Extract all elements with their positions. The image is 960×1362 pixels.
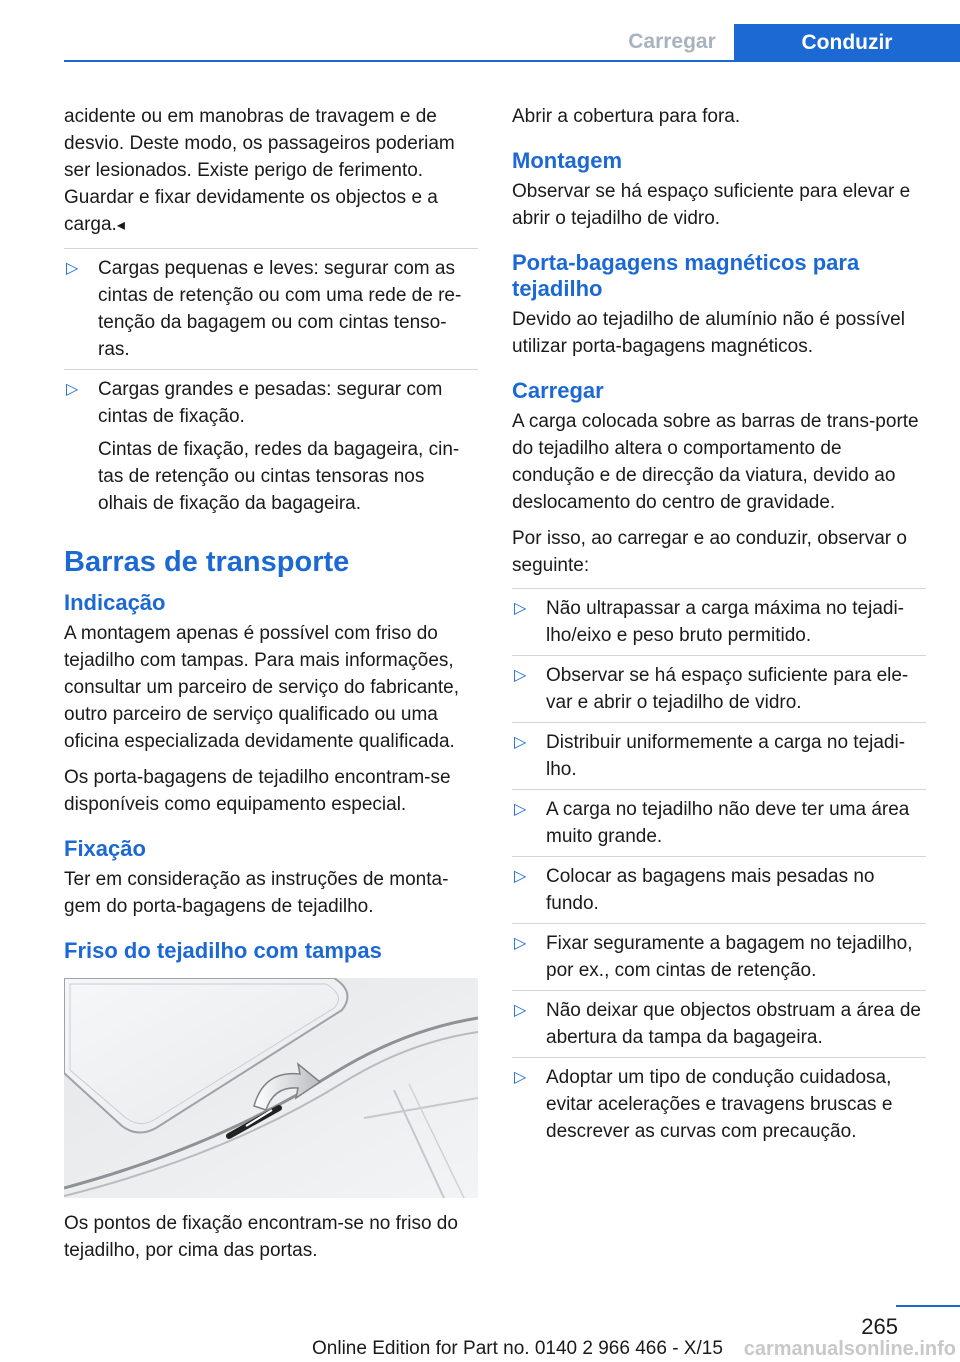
list-item-text: Não ultrapassar a carga máxima no tejadi‐lho/eixo e peso bruto permitido.: [546, 598, 905, 646]
list-item: [512, 655, 926, 716]
end-mark-icon: ◂: [116, 217, 125, 234]
subheading-montagem: Montagem: [512, 148, 622, 173]
list-item: [64, 369, 478, 517]
list-item-text: Distribuir uniformemente a carga no tejadi‐lho.: [546, 732, 906, 780]
left-bullet-list: [64, 248, 478, 517]
triangle-right-icon: ▷: [514, 935, 527, 952]
right-column: [512, 103, 926, 1145]
subheading-magneticos: Porta-bagagens magnéticos para tejadilho: [512, 250, 860, 301]
page-number: 265: [861, 1314, 898, 1339]
open-cover-paragraph: Abrir a cobertura para fora.: [512, 106, 741, 127]
list-item-text: A carga no tejadilho não deve ter uma área muito grande.: [546, 799, 910, 847]
list-item-text: Colocar as bagagens mais pesadas no fundo.: [546, 866, 875, 914]
list-item: [512, 789, 926, 850]
list-item: [512, 990, 926, 1051]
roof-rail-illustration: [64, 978, 478, 1198]
list-item-text: Cargas grandes e pesadas: segurar com cintas de fixação.: [98, 379, 443, 427]
figure-caption: Os pontos de fixação encontram-se no friso do tejadilho, por cima das portas.: [64, 1213, 458, 1261]
list-item-text: Observar se há espaço suficiente para ele‐var e abrir o tejadilho de vidro.: [546, 665, 909, 713]
indicacao-paragraph-1: A montagem apenas é possível com friso do tejadilho com tampas. Para mais informações, consultar um parceiro de serviço do fabricante, outro parceiro de serviço qualificado ou uma oficina especializada devidamente qualificada.: [64, 623, 459, 752]
list-item: [64, 255, 478, 363]
carregar-paragraph-1: A carga colocada sobre as barras de trans‐porte do tejadilho altera o comportamento de condução e de direcção da viatura, devido ao deslocamento do centro de gravidade.: [512, 411, 919, 513]
triangle-right-icon: ▷: [514, 801, 527, 818]
list-item-text: Adoptar um tipo de condução cuidadosa, evitar acelerações e travagens bruscas e descrever as curvas com precaução.: [546, 1067, 893, 1142]
intro-paragraph: [64, 103, 478, 239]
montagem-paragraph: Observar se há espaço suficiente para elevar e abrir o tejadilho de vidro.: [512, 181, 911, 229]
list-item-text: Fixar seguramente a bagagem no tejadilho, por ex., com cintas de retenção.: [546, 933, 913, 981]
magneticos-paragraph: Devido ao tejadilho de alumínio não é possível utilizar porta-bagagens magnéticos.: [512, 309, 905, 357]
footer-rule: [896, 1305, 960, 1307]
triangle-right-icon: ▷: [514, 1069, 527, 1086]
header-rule: [64, 60, 960, 62]
list-item: [512, 595, 926, 649]
section-heading-barras: Barras de transporte: [64, 546, 350, 578]
subheading-carregar: Carregar: [512, 378, 604, 403]
triangle-right-icon: ▷: [66, 381, 79, 398]
triangle-right-icon: ▷: [514, 734, 527, 751]
fixacao-paragraph: Ter em consideração as instruções de monta‐gem do porta-bagagens de tejadilho.: [64, 869, 449, 917]
right-bullet-list: [512, 588, 926, 1145]
left-column: [64, 103, 478, 1273]
watermark: carmanualsonline.info: [743, 1338, 956, 1360]
subheading-friso: Friso do tejadilho com tampas: [64, 938, 382, 963]
triangle-right-icon: ▷: [66, 260, 79, 277]
list-item-text: Não deixar que objectos obstruam a área de abertura da tampa da bagageira.: [546, 1000, 921, 1048]
carregar-paragraph-2: Por isso, ao carregar e ao conduzir, observar o seguinte:: [512, 528, 907, 576]
indicacao-paragraph-2: Os porta-bagagens de tejadilho encontram-se disponíveis como equipamento especial.: [64, 767, 451, 815]
triangle-right-icon: ▷: [514, 667, 527, 684]
triangle-right-icon: ▷: [514, 868, 527, 885]
list-item: [512, 856, 926, 917]
triangle-right-icon: ▷: [514, 600, 527, 617]
header-tab-conduzir[interactable]: Conduzir: [734, 24, 960, 62]
intro-text: acidente ou em manobras de travagem e de desvio. Deste modo, os passageiros poderiam ser lesionados. Existe perigo de ferimento. Guardar e fixar devidamente os objectos e a carga.: [64, 106, 455, 235]
edition-footer: Online Edition for Part no. 0140 2 966 466 - X/15: [312, 1338, 723, 1359]
list-item: [512, 1057, 926, 1145]
list-item: [512, 722, 926, 783]
triangle-right-icon: ▷: [514, 1002, 527, 1019]
subheading-indicacao: Indicação: [64, 590, 166, 615]
list-item-subtext: Cintas de fixação, redes da bagageira, cin‐tas de retenção ou cintas tensoras nos olhais de fixação da bagageira.: [98, 439, 460, 514]
list-item: [512, 923, 926, 984]
list-item-text: Cargas pequenas e leves: segurar com as cintas de retenção ou com uma rede de re‐tenção da bagagem ou com cintas tenso‐ras.: [98, 258, 462, 360]
subheading-fixacao: Fixação: [64, 836, 146, 861]
header-tab-carregar[interactable]: Carregar: [628, 30, 716, 53]
